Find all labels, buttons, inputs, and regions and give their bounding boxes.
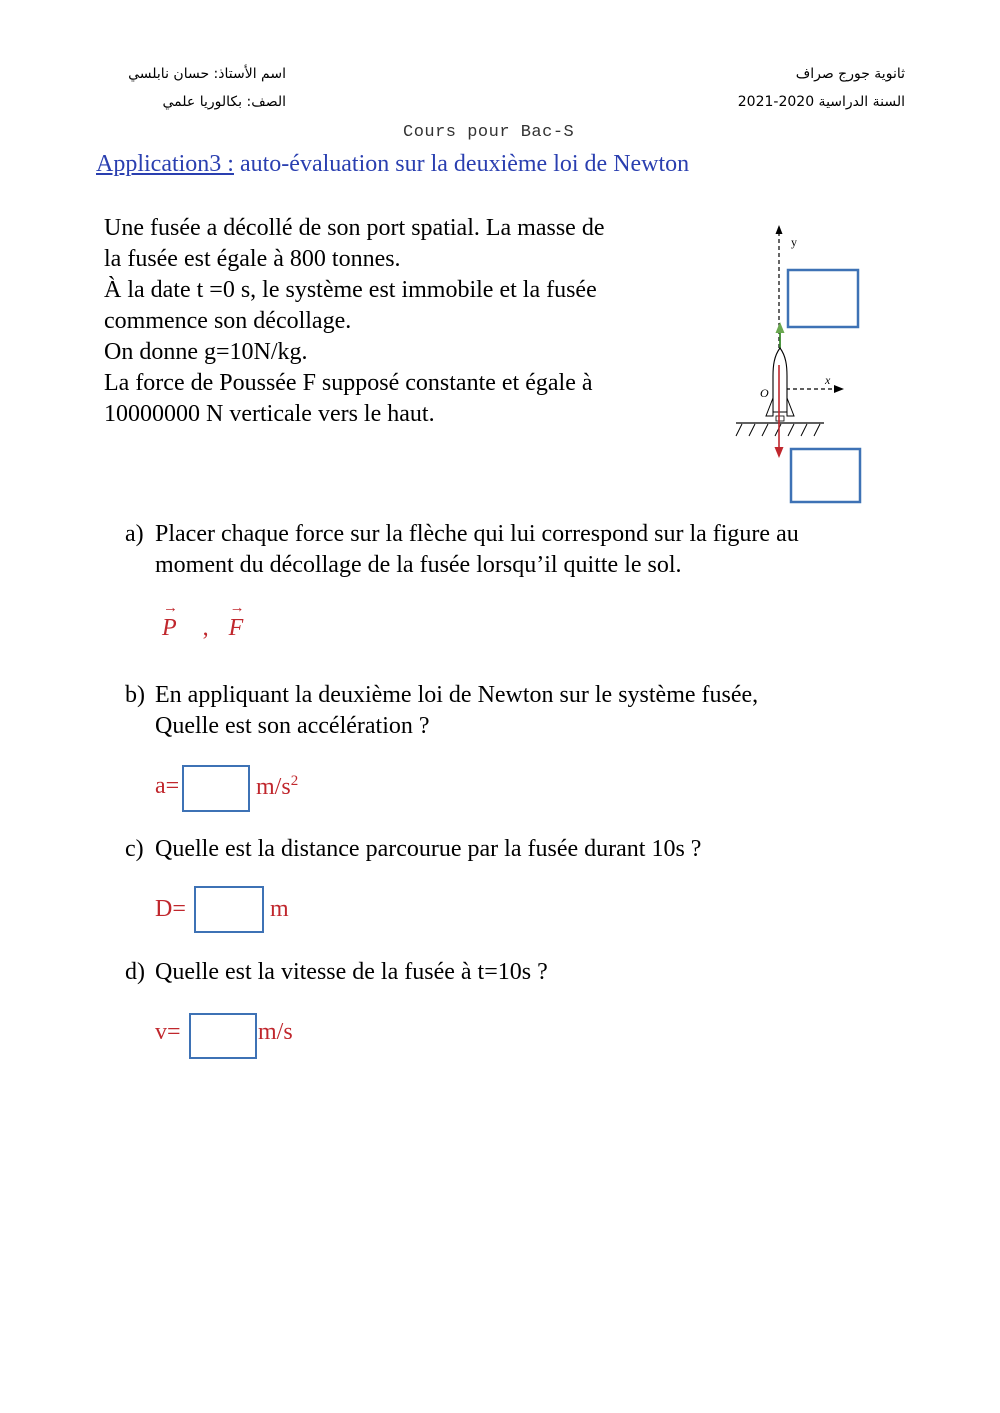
accel-unit-text: m/s <box>256 774 291 800</box>
question-text: Quelle est la distance parcourue par la fusée durant 10s ? <box>155 836 702 862</box>
school-name: ثانوية جورج صراف <box>795 66 905 82</box>
distance-input-box[interactable] <box>194 886 264 933</box>
question-b <box>125 680 925 742</box>
question-text: En appliquant la deuxième loi de Newton sur le système fusée, <box>155 682 759 708</box>
thrust-arrowhead-icon <box>776 322 785 333</box>
weight-arrowhead-icon <box>775 447 784 458</box>
question-a <box>125 519 925 581</box>
school-year: السنة الدراسية 2020-2021 <box>737 94 905 110</box>
velocity-label: v= <box>155 1019 181 1045</box>
rocket-fin-right <box>787 398 794 416</box>
statement-line: commence son décollage. <box>104 308 352 334</box>
distance-label: D= <box>155 896 186 922</box>
rocket-figure <box>720 220 870 510</box>
question-letter: d) <box>125 959 145 985</box>
statement-line: À la date t =0 s, le système est immobile et la fusée <box>104 277 597 303</box>
rocket-fin-left <box>766 398 773 416</box>
statement-line: la fusée est égale à 800 tonnes. <box>104 246 401 272</box>
accel-unit <box>256 773 298 801</box>
accel-label: a= <box>155 773 180 799</box>
question-text: Placer chaque force sur la flèche qui lui correspond sur la figure au <box>155 521 799 547</box>
x-axis-label: x <box>825 373 831 387</box>
force-drop-box-top[interactable] <box>788 270 858 327</box>
velocity-input-box[interactable] <box>189 1013 257 1059</box>
question-d <box>125 957 925 988</box>
distance-unit: m <box>270 896 289 922</box>
force-labels <box>162 615 243 642</box>
question-letter: c) <box>125 836 144 862</box>
accel-unit-exponent: 2 <box>290 773 299 789</box>
question-text: Quelle est son accélération ? <box>155 713 430 739</box>
question-text: moment du décollage de la fusée lorsqu’il quitte le sol. <box>155 552 682 578</box>
force-separator: , <box>202 615 209 641</box>
origin-label: O <box>760 386 769 400</box>
question-c <box>125 834 925 865</box>
statement-line: La force de Poussée F supposé constante et égale à <box>104 370 593 396</box>
rocket-body <box>773 348 787 412</box>
x-axis-arrow-icon <box>834 385 844 393</box>
velocity-unit: m/s <box>258 1019 293 1045</box>
accel-input-box[interactable] <box>182 765 250 812</box>
statement-line: Une fusée a décollé de son port spatial. La masse de <box>104 215 605 241</box>
rocket-nozzle <box>776 416 784 421</box>
question-text: Quelle est la vitesse de la fusée à t=10s ? <box>155 959 548 985</box>
statement-line: 10000000 N verticale vers le haut. <box>104 401 435 427</box>
force-vector-p[interactable]: → P <box>162 615 177 642</box>
question-letter: b) <box>125 682 145 708</box>
problem-statement <box>104 213 604 430</box>
title-rest: auto-évaluation sur la deuxième loi de Newton <box>233 151 690 177</box>
force-vector-f[interactable]: → F <box>229 615 244 642</box>
teacher-name: اسم الأستاذ: حسان نابلسي <box>128 66 286 82</box>
course-label: Cours pour Bac-S <box>403 123 575 142</box>
title-lead: Application3 : <box>96 151 234 177</box>
question-letter: a) <box>125 521 144 547</box>
statement-line: On donne g=10N/kg. <box>104 339 308 365</box>
force-drop-box-bottom[interactable] <box>791 449 860 502</box>
page-title <box>96 151 689 178</box>
class-name: الصف: بكالوريا علمي <box>162 94 286 110</box>
ground-hatching <box>736 424 820 436</box>
y-axis-arrow-icon <box>776 225 783 234</box>
y-axis-label: y <box>791 235 797 249</box>
